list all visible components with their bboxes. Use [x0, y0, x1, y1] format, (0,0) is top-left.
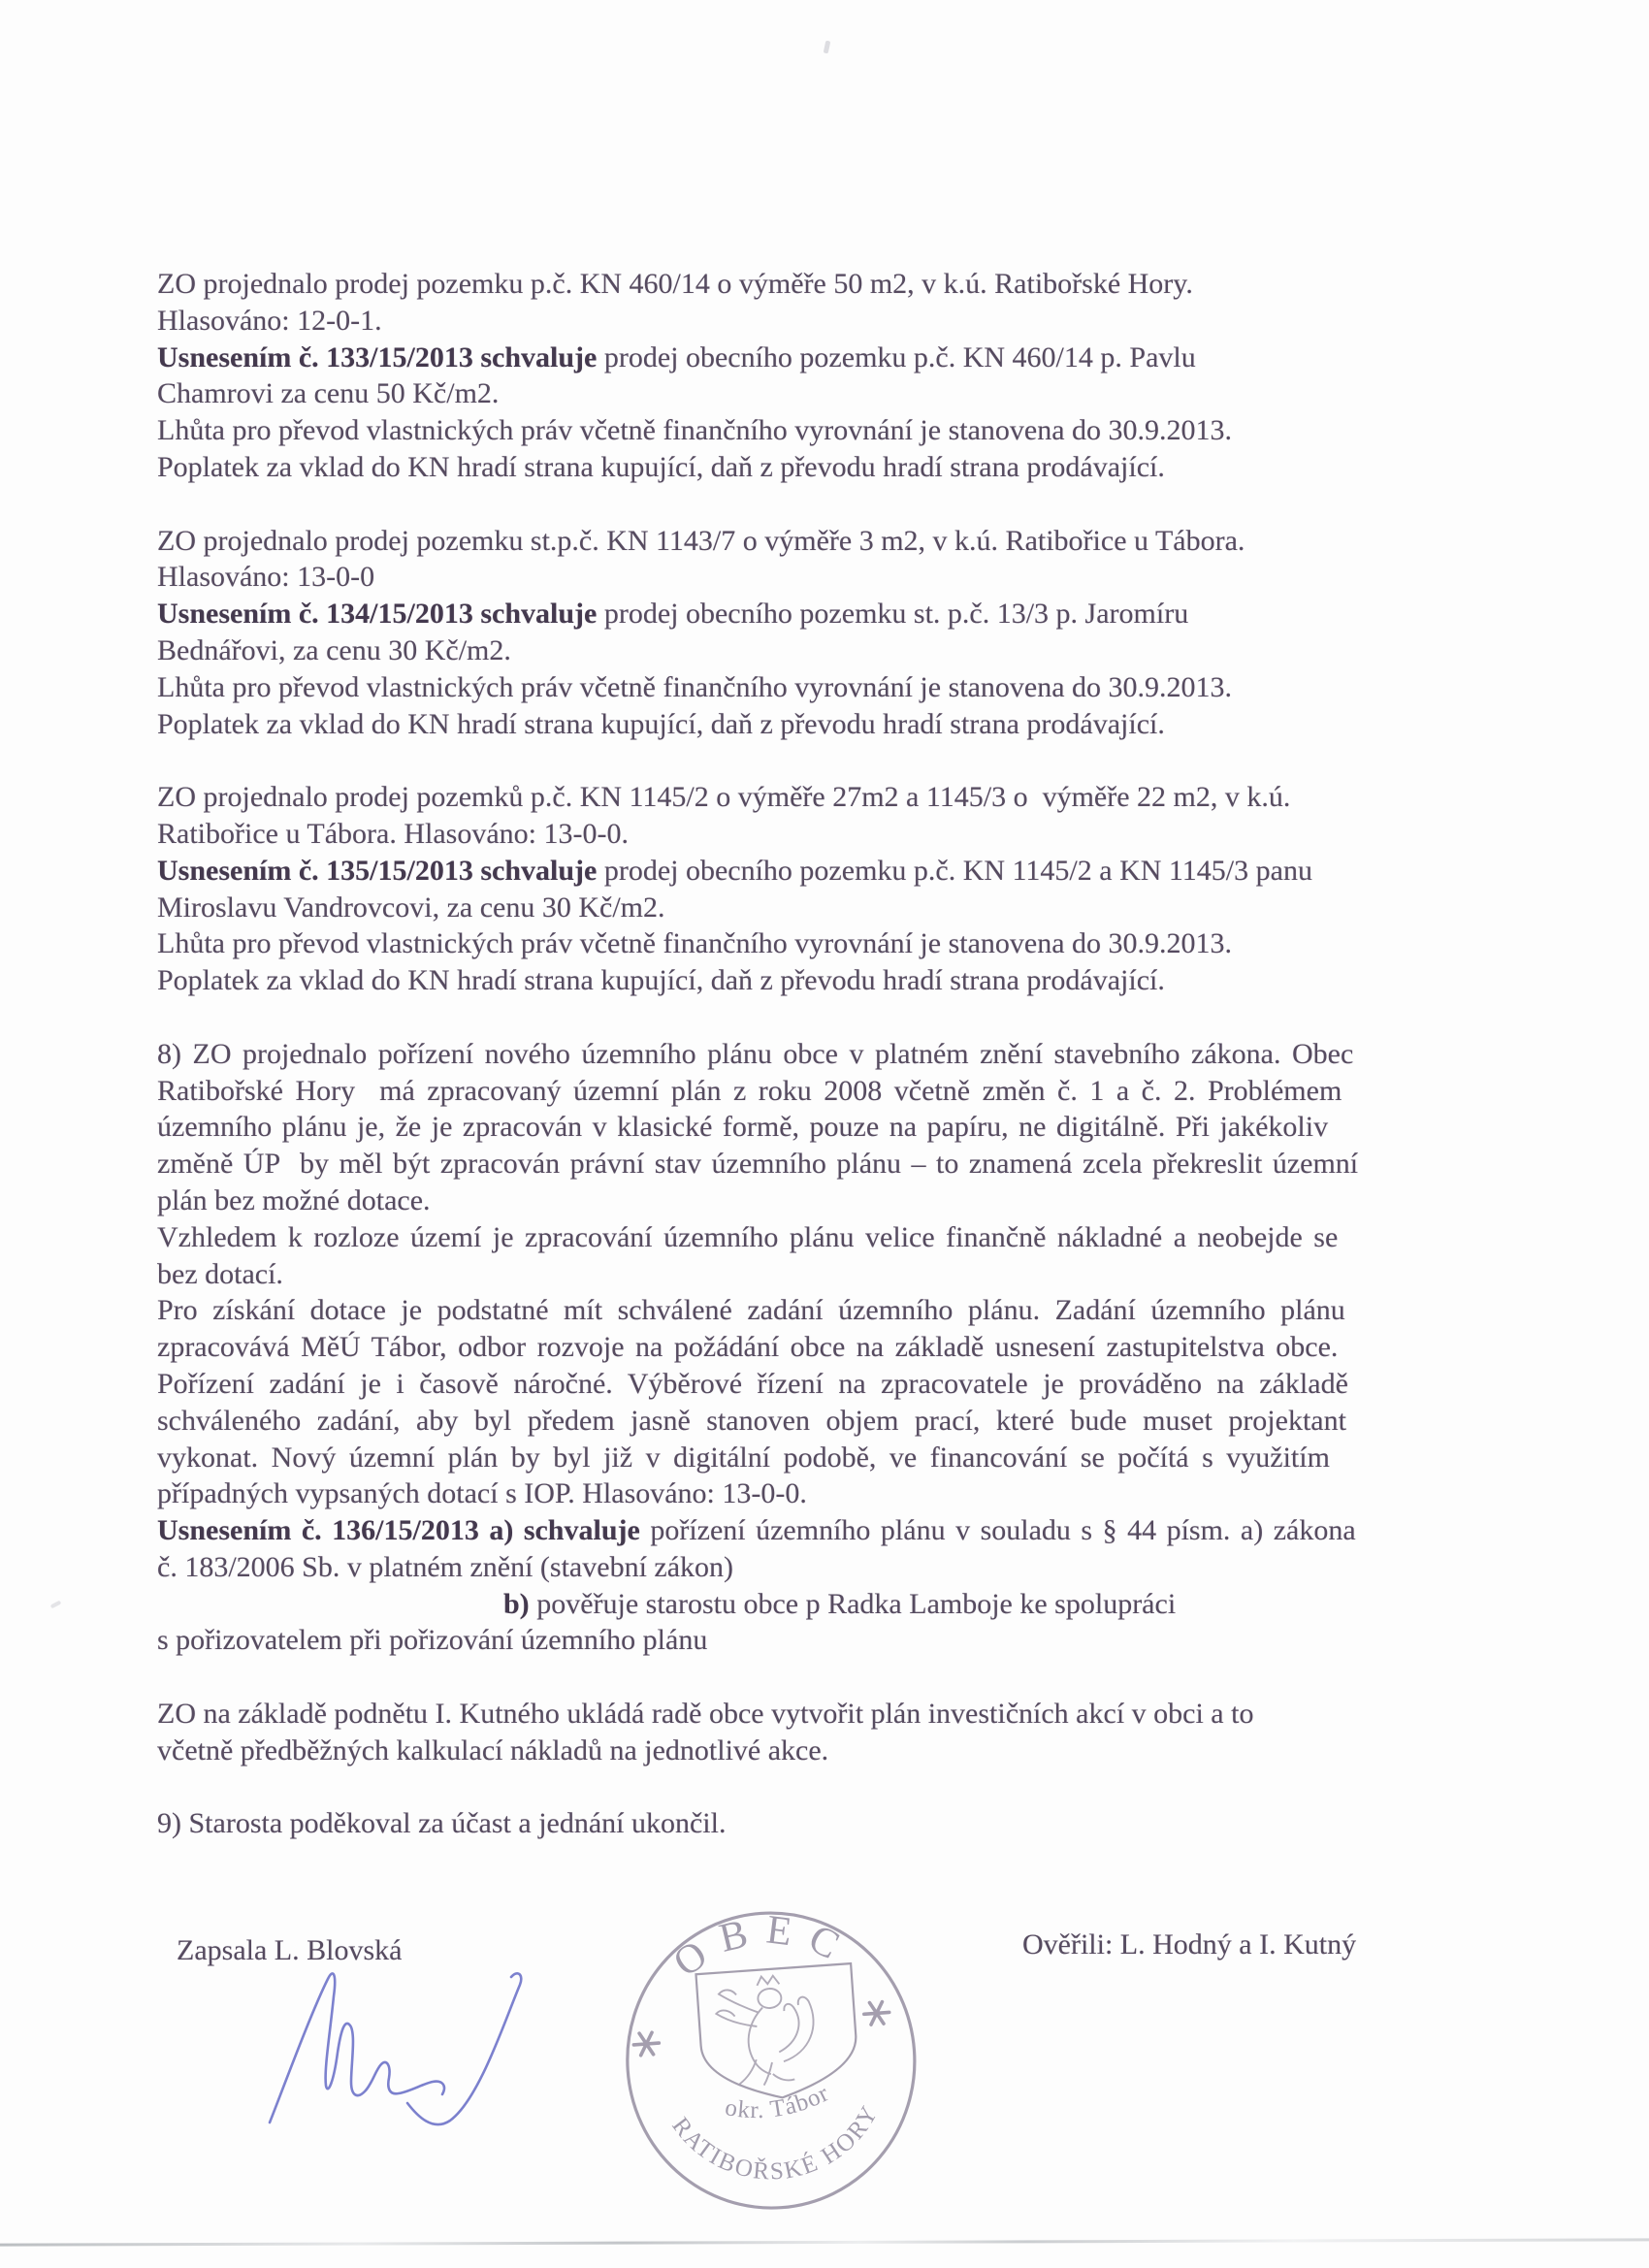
text-line — [157, 1036, 1447, 1073]
text-line — [157, 1440, 1447, 1476]
text-segment: 8) ZO projednalo pořízení nového územního plánu obce v platném znění stavebního zákona. Obec — [157, 1037, 1354, 1070]
text-segment: schváleného zadání, aby byl předem jasně stanoven objem prací, které bude muset projektant — [157, 1404, 1346, 1437]
signature-stroke — [407, 1973, 521, 2124]
text-segment: prodej obecního pozemku p.č. KN 1145/2 a KN 1145/3 panu — [597, 854, 1312, 887]
text-line — [157, 1549, 1447, 1586]
text-line — [157, 962, 1447, 999]
paragraph-block — [157, 1696, 1447, 1769]
text-segment: Ratibořské Hory má zpracovaný územní plán z roku 2008 včetně změn č. 1 a č. 2. Problémem — [157, 1074, 1342, 1107]
text-line — [157, 1805, 1447, 1842]
text-line — [157, 1622, 1447, 1659]
text-line — [157, 1183, 1447, 1219]
text-segment: ZO na základě podnětu I. Kutného ukládá radě obce vytvořit plán investičních akcí v obci a to — [157, 1698, 1254, 1731]
paragraph-block — [157, 1036, 1447, 1660]
text-segment: Poplatek za vklad do KN hradí strana kupující, daň z převodu hradí strana prodávající. — [157, 707, 1165, 740]
paragraph-block — [157, 779, 1447, 999]
text-line — [157, 1403, 1447, 1440]
stamp-shield — [695, 1963, 859, 2103]
text-line — [157, 816, 1447, 853]
text-segment: pověřuje starostu obce p Radka Lamboje ke spolupráci — [529, 1587, 1177, 1620]
handwritten-signature — [242, 1958, 553, 2152]
text-segment: bez dotací. — [157, 1257, 283, 1290]
bold-text-segment: Usnesením č. 134/15/2013 schvaluje — [157, 598, 598, 631]
text-segment: ZO projednalo prodej pozemků p.č. KN 1145/2 o výměře 27m2 a 1145/3 o výměře 22 m2, v k.ú. — [157, 781, 1291, 814]
text-line — [157, 1219, 1447, 1256]
text-segment: Chamrovi za cenu 50 Kč/m2. — [157, 377, 500, 410]
text-line — [157, 669, 1447, 706]
text-segment: plán bez možné dotace. — [157, 1183, 431, 1216]
text-segment: Pro získání dotace je podstatné mít schválené zadání územního plánu. Zadání územního plánu — [157, 1294, 1345, 1327]
text-segment: Lhůta pro převod vlastnických práv včetně finančního vyrovnání je stanovena do 30.9.2013. — [157, 927, 1233, 960]
stamp-star-right — [863, 2001, 890, 2025]
svg-text:okr. Tábor — [721, 2079, 834, 2126]
scan-artifact-speck — [50, 1601, 62, 1609]
text-line — [157, 449, 1447, 486]
text-segment: 9) Starosta poděkoval za účast a jednání ukončil. — [157, 1807, 727, 1840]
stamp-top-text: OBEC — [665, 1907, 860, 1987]
text-line — [157, 266, 1447, 303]
text-line — [157, 523, 1447, 560]
text-line — [157, 412, 1447, 449]
bold-text-segment: b) — [503, 1587, 530, 1620]
stamp-bottom-text: RATIBOŘSKÉ HORY — [666, 2100, 885, 2186]
text-line — [157, 1073, 1447, 1110]
text-line — [157, 375, 1447, 412]
text-line — [157, 1586, 1447, 1623]
text-line — [157, 340, 1447, 376]
text-segment: Hlasováno: 12-0-1. — [157, 304, 382, 337]
stamp-lion-emblem — [714, 1973, 818, 2089]
text-line — [157, 559, 1447, 596]
text-line — [157, 1733, 1447, 1769]
text-segment: Bednářovi, za cenu 30 Kč/m2. — [157, 633, 511, 666]
text-line — [157, 1256, 1447, 1293]
signature-stroke — [270, 1973, 444, 2122]
text-line — [157, 706, 1447, 743]
text-segment: Poplatek za vklad do KN hradí strana kupující, daň z převodu hradí strana prodávající. — [157, 450, 1165, 483]
text-line — [157, 1329, 1447, 1366]
text-line — [157, 1696, 1447, 1733]
bold-text-segment: Usnesením č. 133/15/2013 schvaluje — [157, 340, 598, 373]
paragraph-block — [157, 266, 1447, 486]
text-segment: ZO projednalo prodej pozemku p.č. KN 460/14 o výměře 50 m2, v k.ú. Ratibořské Hory. — [157, 268, 1193, 300]
text-segment: prodej obecního pozemku p.č. KN 460/14 p. Pavlu — [597, 340, 1196, 373]
stamp-star-left — [633, 2032, 661, 2056]
text-line — [157, 1366, 1447, 1403]
text-line — [157, 853, 1447, 890]
text-line — [157, 1109, 1447, 1146]
text-segment: Lhůta pro převod vlastnických práv včetně finančního vyrovnání je stanovena do 30.9.2013. — [157, 670, 1233, 703]
text-segment: včetně předběžných kalkulací nákladů na jednotlivé akce. — [157, 1733, 829, 1766]
text-segment: změně ÚP by měl být zpracován právní stav územního plánu – to znamená zcela překreslit územní — [157, 1148, 1359, 1181]
paragraph-block — [157, 1805, 1447, 1842]
official-stamp — [610, 1897, 934, 2228]
text-line — [157, 779, 1447, 816]
text-line — [157, 1512, 1447, 1549]
text-segment: Miroslavu Vandrovcovi, za cenu 30 Kč/m2. — [157, 891, 665, 923]
text-line — [157, 632, 1447, 669]
text-segment: s pořizovatelem při pořizování územního plánu — [157, 1624, 708, 1657]
text-segment: případných vypsaných dotací s IOP. Hlasováno: 13-0-0. — [157, 1477, 807, 1510]
document-body — [157, 266, 1447, 1842]
text-segment: Pořízení zadání je i časově náročné. Výběrové řízení na zpracovatele je prováděno na základě — [157, 1367, 1348, 1400]
text-segment: č. 183/2006 Sb. v platném znění (stavební zákon) — [157, 1550, 734, 1583]
bold-text-segment: Usnesením č. 135/15/2013 schvaluje — [157, 854, 598, 887]
text-segment: pořízení územního plánu v souladu s § 44 písm. a) zákona — [639, 1514, 1356, 1547]
text-line — [157, 925, 1447, 962]
text-segment: Ratibořice u Tábora. Hlasováno: 13-0-0. — [157, 817, 629, 850]
stamp-middle-text: okr. Tábor — [723, 2080, 834, 2124]
scan-edge-line — [0, 2238, 1649, 2246]
text-segment: zpracovává MěÚ Tábor, odbor rozvoje na požádání obce na základě usnesení zastupitelstva obce. — [157, 1331, 1339, 1364]
text-line — [157, 303, 1447, 340]
recorded-by-label: Zapsala L. Blovská — [177, 1934, 403, 1966]
text-line — [157, 596, 1447, 632]
text-segment: vykonat. Nový územní plán by byl již v digitální podobě, ve financování se počítá s využitím — [157, 1441, 1330, 1474]
text-segment: Vzhledem k rozloze území je zpracování územního plánu velice finančně nákladné a neobejde se — [157, 1220, 1339, 1253]
text-line — [157, 1292, 1447, 1329]
text-segment: Poplatek za vklad do KN hradí strana kupující, daň z převodu hradí strana prodávající. — [157, 964, 1165, 997]
text-line — [157, 1146, 1447, 1183]
text-segment: Lhůta pro převod vlastnických práv včetně finančního vyrovnání je stanovena do 30.9.2013. — [157, 414, 1233, 447]
text-line — [157, 890, 1447, 926]
text-line — [157, 1475, 1447, 1512]
text-segment: prodej obecního pozemku st. p.č. 13/3 p. Jaromíru — [597, 598, 1189, 631]
scan-artifact-speck — [824, 41, 831, 54]
text-segment: územního plánu je, že je zpracován v klasické formě, pouze na papíru, ne digitálně. Při jakékoliv — [157, 1111, 1329, 1144]
verified-by-label: Ověřili: L. Hodný a I. Kutný — [1022, 1928, 1357, 1960]
text-segment: Hlasováno: 13-0-0 — [157, 561, 375, 594]
paragraph-block — [157, 523, 1447, 743]
bold-text-segment: Usnesením č. 136/15/2013 a) schvaluje — [157, 1514, 640, 1547]
text-segment: ZO projednalo prodej pozemku st.p.č. KN 1143/7 o výměře 3 m2, v k.ú. Ratibořice u Tábora. — [157, 524, 1245, 557]
